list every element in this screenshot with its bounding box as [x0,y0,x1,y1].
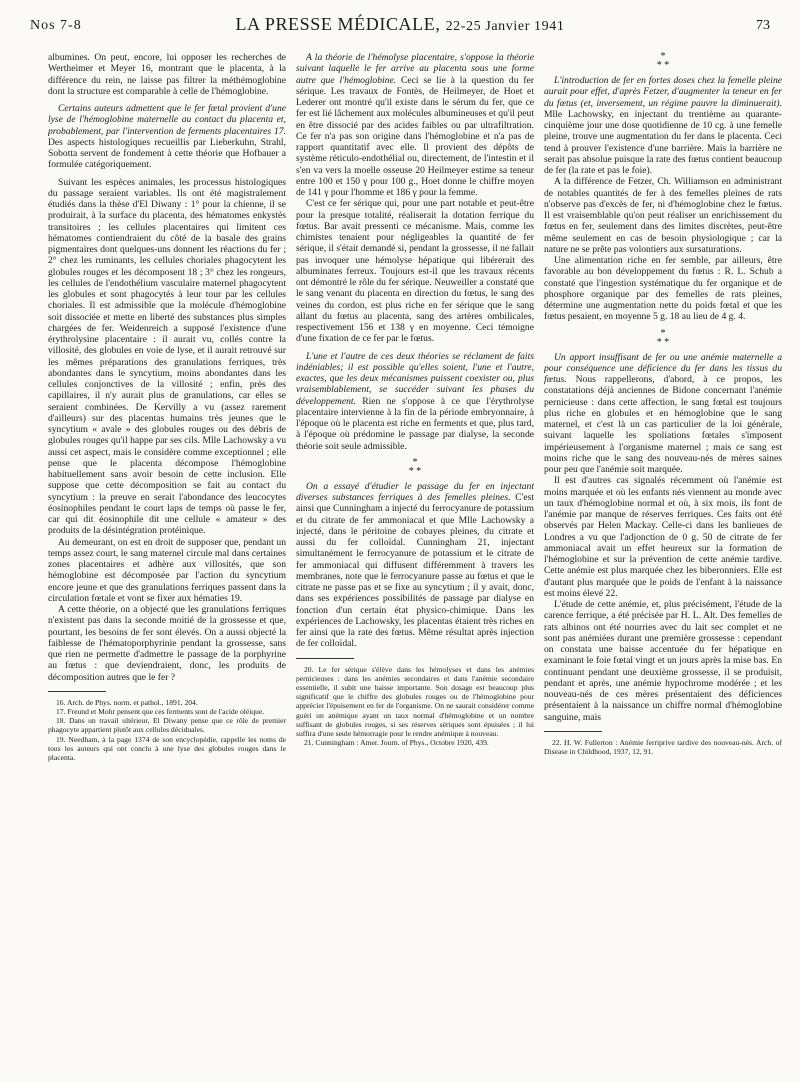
paragraph: Il est d'autres cas signalés récemment où l'anémie est moins marquée et où les enfants nés viennent au monde avec un taux d'hémoglobine normal et où, à six mois, ils font de l'anémie par manque de réserves ferriques. Ces faits ont été observés par Helen Mackay. Celle-ci dans les banlieues de Londres a vu que l'adjonction de 0 g. 50 de citrate de fer ammoniacal avait un effet heureux sur la formation de l'hémoglobine et sur la prévention de cette anémie tardive. Cette anémie est plus marquée chez les biberonniers. Elle est d'autant plus marquée que le poids de l'enfant à la naissance est moins élevé 22. [544,475,782,599]
footnote: 17. Freund et Mohr pensent que ces ferments sont de l'acide oléique. [56,706,265,716]
footnote: 22. H. W. Fullerton : Anémie ferriprive tardive des nouveau-nés. Arch. of Disease in Childhood, 1937, 12, 91. [544,737,782,756]
paragraph-italic-intro: Un apport insuffisant de fer ou une anémie maternelle a pour conséquence une déficience du fer dans les tissus du fœtus. Nous rappellerons, d'abord, à ce propos, les constatations déjà anciennes de Bidone concernant l'anémie pernicieuse : dans cette affection, le sang fœtal est toujours plus riche en globules et en hémoglobine que le sang maternel, et c'est là un cas particulier de la loi générale, suivant laquelle les spoliations fœtales s'imposent impérieusement à l'organisme maternel ; mais ce sang est moins riche que le sang des nouveau-nés de mères saines pour peu que l'anémie soit marquée. [544,351,782,475]
paragraph: C'est ce fer sérique qui, pour une part notable et peut-être pour la presque totalité, réaliserait la dotation ferrique du fœtus. Bar avait pressenti ce mécanisme. Mais, comme les chimistes tenaient pour négligeables la quantité de fer sérique, il s'était demandé si, pendant la grossesse, il ne fallait pas invoquer une hémolyse hépatique qui libérerait des albuminates ferreux. Toujours est-il que les travaux récents ont démontré le rôle du fer sérique. Neuweiller a constaté que le sang venant du placenta en direction du fœtus, le sang des veines du cordon, est plus riche en fer sérique que le sang allant du fœtus au placenta, sang des artères ombilicales, respectivement 156 et 138 γ en moyenne. Ceci témoigne d'une fixation de ce fer par le fœtus. [296,198,534,345]
issue-date: 22-25 Janvier 1941 [445,19,565,34]
footnotes [48,698,286,762]
footnote-rule [48,691,106,692]
page-number: 73 [756,18,770,33]
paragraph: A cette théorie, on a objecté que les granulations ferriques n'existent pas dans la seconde moitié de la grossesse et que, pourtant, les besoins de fer sont élevés. On a aussi objecté la faiblesse de l'hématoporphyrinie pendant la grossesse, sans que rien ne permette d'admettre le passage de la porphyrine au fœtus : que deviendraient, donc, les produits de décomposition autres que le fer ? [48,604,286,683]
paragraph: Une alimentation riche en fer semble, par ailleurs, être favorable au bon développement du fœtus : R. L. Schub a constaté que l'ingestion systématique du fer organique et de phosphore organique par des femelles de rats pleines, détermine une augmentation nette du poids fœtal et que les fœtus pesaient, en moyenne 5 g. 18 au lieu de 4 g. 4. [544,255,782,323]
paragraph: Au demeurant, on est en droit de supposer que, pendant un temps assez court, le sang maternel circule mal dans certaines zones placentaires et adhère aux villosités, que son hémoglobine est décomposée par l'action du syncytium encore jeune et que des granulations ferriques passent dans la circulation fœtale et vont se fixer aux hématies 19. [48,536,286,604]
footnote: 19. Needham, à la page 1374 de son encyclopédie, rappelle les noms de tous les auteurs qui ont conclu à une lyse des globules rouges dans le placenta. [48,734,286,762]
paragraph-italic-intro: A la théorie de l'hémolyse placentaire, s'oppose la théorie suivant laquelle le fer arrive au placenta sous une forme autre que l'hémoglobine. Ceci se lie à la question du fer sérique. Les travaux de Fontès, de Heilmeyer, de Hoet et Lederer ont montré qu'il existe dans le sérum du fer, que ce fer est lié lâchement aux molécules albumineuses et qu'il peut en être dissocié par des acides faibles ou par ultrafiltration. Ce fer n'a pas son origine dans l'hémoglobine et n'a pas de rapport quantitatif avec elle. Il provient des dépôts de système réticulo-endothélial ou, directement, de l'intestin et il s'en va vers la moelle osseuse 20 Heilmeyer estime sa teneur entre 100 et 150 γ pour 100 g., Hoet donne le chiffre moyen de 141 γ pour l'homme et 186 γ pour la femme. [296,52,534,198]
footnotes [544,738,782,756]
section-stars: * * * [656,52,670,71]
journal-title: LA PRESSE MÉDICALE, [235,14,441,34]
paragraph: albumines. On peut, encore, lui opposer les recherches de Wertheimer et Meyer 16, montrant que le placenta, à la différence du rein, ne laisse pas filtrer la méthémoglobine dont la structure est comparable à celle de l'hémoglobine. [48,52,286,97]
footnote: 20. Le fer sérique s'élève dans les hémolyses et dans les anémies pernicieuses : dans les anémies secondaires et dans l'anémie secondaire essentielle, il subit une baisse importante. Son dosage est beaucoup plus significatif que le chiffre des globules rouges ou de l'hémoglobine pour apprécier l'épuisement en fer de l'organisme. On ne saurait considérer comme guéri un anémique ayant un taux normal d'hémoglobine et un nombre suffisant de globules rouges, si ses réserves sériques sont épuisées ; il lui suffira d'une seule hémorragie pour le rendre anémique à nouveau. [296,664,534,738]
paragraph: Suivant les espèces animales, les processus histologiques du passage seraient variables. Ils ont été magistralement étudiés dans la thèse d'El Diwany : 1° pour la chienne, il se produirait, à la surface du placenta, des hématomes enkystés transitoires ; les cellules placentaires qui limitent ces hématomes contiendraient du côté de la basale des grains pigmentaires dont quelques-uns donnent les réactions du fer ; 2° chez les ruminants, les cellules choriales phagocytent les globules rouges et les décomposent 18 ; 3° chez les rongeurs, les cellules de l'endothélium vasculaire maternel phagocytent les globules et sont phagocytés à leur tour par les cellules choriales. Il est admissible que la molécule d'hémoglobine soit dissociée et mette en liberté des substances plus simples chargées de fer. Weidenreich a supposé l'existence d'une érythrolysine placentaire : il aurait vu, collés contre la villosité, des globules en voie de lyse, et il aurait retrouvé sur les mêmes préparations des granulations ferriques, très abondantes dans le syncytium, moins abondantes dans les cellules conjonctives de la villosité ; enfin, près des capillaires, il n'y aurait plus de granulations, car elles se seraient combinées. De Kervilly a vu (assez rarement d'ailleurs) sur des placentas humains très jeunes que le syncytium « avale » des globules rouges ou des débris de globules rouges qu'il happe par ses cils. Mlle Lachowsky a vu aussi cet aspect, mais le considère comme exceptionnel ; elle pense que le placenta décompose l'hémoglobine habituellement sans avoir besoin de cette inclusion. Elle suppose que cette décomposition se fait au contact du syncytium : la preuve en serait l'abondance des leucocytes éosinophiles pendant le court laps de temps où passe le fer, car qui dit éosinophile dit une cellule « amateur » des produits de la désintégration protéinique. [48,176,286,537]
footnote-rule [296,658,354,659]
issue-number: Nos 7-8 [30,18,82,33]
footnote: 18. Dans un travail ultérieur, El Diwany pense que ce rôle de premier phagocyte appartient plutôt aux cellules déciduales. [48,716,286,735]
journal-masthead [30,14,770,35]
footnote: 16. Arch. de Phys. norm. et pathol., 1891, 204. [56,697,198,707]
column-middle [296,52,534,1072]
section-stars: * * * [656,327,670,348]
paragraph-italic-intro: On a essayé d'étudier le passage du fer en injectant diverses substances ferriques à des femelles pleines. C'est ainsi que Cunningham a injecté du ferrocyanure de potassium et du citrate de fer ammoniacal et que Mlle Lachowsky a injecté, dans le péritoine de cobayes pleines, du citrate et aussi du fer colloïdal. Cunningham 21, injectant simultanément le ferrocyanure de potassium et le citrate de fer ammoniacal qui diffusent différemment à travers les membranes, note que le ferrocyanure passe au fœtus et que le citrate ne passe pas et se fixe au syncytium ; il y avait, donc, dans ses expériences possibilités de passage par dialyse en fonction d'un certain état physico-chimique. Dans les expériences de Lachowsky, les placentas étaient très riches en fer ainsi que la rate des fœtus. Même résultat après injection de fer colloïdal. [296,480,534,650]
paragraph: L'étude de cette anémie, et, plus précisément, l'étude de la carence ferrique, a été précisée par H. L. Alt. Des femelles de rats albinos ont été nourries avec du lait sec complet et ne sont pas anémiées durant une première grossesse : cependant on constata une baisse accentuée du fer hépatique en examinant le foie fœtal vingt et un jours après la mise bas. En continuant pendant une deuxième grossesse, il se produisit, pendant et après, une anémie hypochrome modérée ; et les nouveau-nés de ces mères présentaient des déficiences présentaient à la naissance un chiffre normal d'hémoglobine sanguine, mais [544,599,782,723]
paragraph-italic-intro: L'une et l'autre de ces deux théories se réclament de faits indéniables; il est possible qu'elles soient, l'une et l'autre, exactes, que les deux mécanismes puissent coexister ou, plus vraisemblablement, se succéder suivant les phases du développement. Rien ne s'oppose à ce que l'érythrolyse placentaire intervienne à la fin de la période embryonnaire, à l'époque où le placenta est riche en ferments et que, plus tard, à l'époque où prédomine le passage par dialyse, la seconde théorie soit seule admissible. [296,350,534,452]
paragraph-italic-intro: L'introduction de fer en fortes doses chez la femelle pleine aurait pour effet, d'après Fetzer, d'augmenter la teneur en fer du fœtus (et, inversement, un régime pauvre la diminuerait). Mlle Lachowsky, en injectant du trentième au quarante-cinquième jour une dose quotidienne de 10 cg. à une femelle pleine, trouve une augmentation du fer dans le placenta. Ceci tend à prouver l'existence d'une barrière. Mais la barrière ne serait pas absolue puisque la rate des fœtus contient beaucoup de fer (la rate et pas le foie). [544,75,782,176]
footnote: 21. Cunningham : Amer. Journ. of Phys., Octobre 1920, 439. [304,738,489,748]
paragraph: A la différence de Fetzer, Ch. Williamson en administrant de notables quantités de fer à des femelles pleines de rats n'observe pas d'excès de fer, ni d'hémoglobine chez le fœtus. Il est vraisemblable qu'on peut réaliser un enrichissement du fœtus en fer, seulement dans des limites discrètes, peut-être même seulement en cas de besoin physiologique ; car la nature ne se prête pas volontiers aux sursaturations. [544,176,782,255]
paragraph-italic-intro: Certains auteurs admettent que le fer fœtal provient d'une lyse de l'hémoglobine maternelle au contact du placenta et, probablement, par l'intervention de ferments placentaires 17. Des aspects histologiques recueillis par Lieberkuhn, Strahl, Sobotta servent de fondement à cette théorie que Hofbauer a formulée catégoriquement. [48,103,286,171]
page-header [30,14,770,40]
column-left [48,52,286,1072]
footnote-rule [544,731,602,732]
section-stars: * * * [408,456,422,477]
footnotes [296,665,534,748]
column-right [544,52,782,1072]
